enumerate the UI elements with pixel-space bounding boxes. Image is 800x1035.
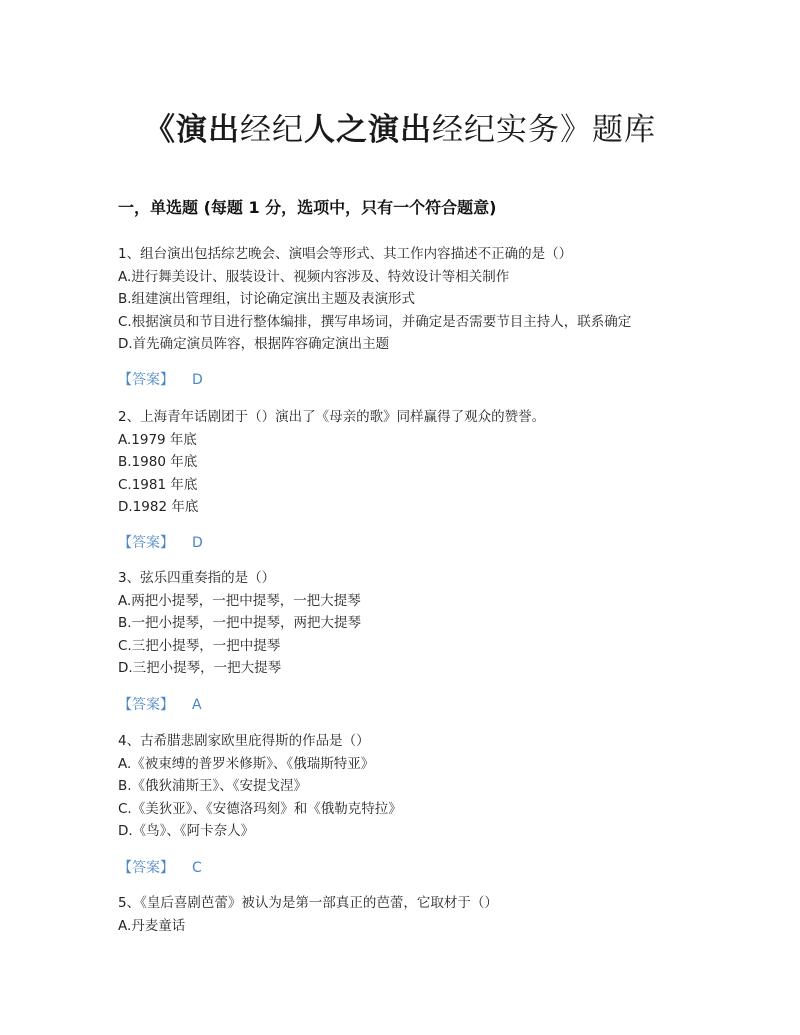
title-part: 经纪实务》题库 [432, 112, 656, 148]
answer-value: C [192, 860, 202, 876]
question-3 [118, 567, 698, 680]
answer-label: 【答案】 [118, 860, 174, 876]
title-part: 经纪 [240, 112, 304, 148]
question-stem: 3、弦乐四重奏指的是（） [118, 570, 276, 586]
answer-value: A [192, 697, 202, 713]
option-c: C.1981 年底 [118, 476, 198, 493]
answer-3 [118, 695, 202, 715]
answer-value: D [192, 535, 203, 551]
option-c: C.《美狄亚》、《安德洛玛刻》和《俄勒克特拉》 [118, 800, 402, 817]
answer-label: 【答案】 [118, 535, 174, 551]
answer-4 [118, 858, 202, 878]
section-heading: 一，单选题 (每题 1 分，选项中，只有一个符合题意) [118, 198, 497, 217]
option-c: C.根据演员和节目进行整体编排，撰写串场词，并确定是否需要节目主持人，联系确定 [118, 313, 632, 330]
option-d: D.《鸟》、《阿卡奈人》 [118, 823, 255, 840]
question-stem: 5、《皇后喜剧芭蕾》被认为是第一部真正的芭蕾，它取材于（） [118, 895, 498, 911]
option-b: B.组建演出管理组，讨论确定演出主题及表演形式 [118, 291, 416, 308]
question-4 [118, 730, 698, 843]
option-b: B.《俄狄浦斯王》、《安提戈涅》 [118, 778, 308, 795]
question-stem: 4、古希腊悲剧家欧里庇得斯的作品是（） [118, 733, 370, 749]
option-a: A.《被束缚的普罗米修斯》、《俄瑞斯特亚》 [118, 755, 375, 772]
option-c: C.三把小提琴，一把中提琴 [118, 637, 281, 654]
title-part: 人之演出 [304, 112, 432, 148]
page-title [0, 108, 800, 152]
question-stem: 2、上海青年话剧团于（）演出了《母亲的歌》同样赢得了观众的赞誉。 [118, 409, 546, 425]
option-a: A.两把小提琴，一把中提琴，一把大提琴 [118, 592, 361, 609]
option-b: B.一把小提琴，一把中提琴，两把大提琴 [118, 615, 362, 632]
answer-2 [118, 533, 203, 553]
answer-label: 【答案】 [118, 697, 174, 713]
option-d: D.三把小提琴，一把大提琴 [118, 660, 282, 677]
answer-label: 【答案】 [118, 372, 174, 388]
answer-1 [118, 370, 203, 390]
option-a: A.丹麦童话 [118, 917, 186, 934]
title-part: 《演出 [144, 112, 240, 148]
question-5 [118, 892, 698, 937]
option-d: D.首先确定演员阵容，根据阵容确定演出主题 [118, 336, 390, 353]
option-a: A.1979 年底 [118, 431, 197, 448]
option-b: B.1980 年底 [118, 454, 198, 471]
question-2 [118, 406, 698, 519]
option-d: D.1982 年底 [118, 499, 199, 516]
answer-value: D [192, 372, 203, 388]
option-a: A.进行舞美设计、服装设计、视频内容涉及、特效设计等相关制作 [118, 268, 510, 285]
question-stem: 1、组台演出包括综艺晚会、演唱会等形式、其工作内容描述不正确的是（） [118, 246, 573, 262]
question-1 [118, 243, 698, 356]
